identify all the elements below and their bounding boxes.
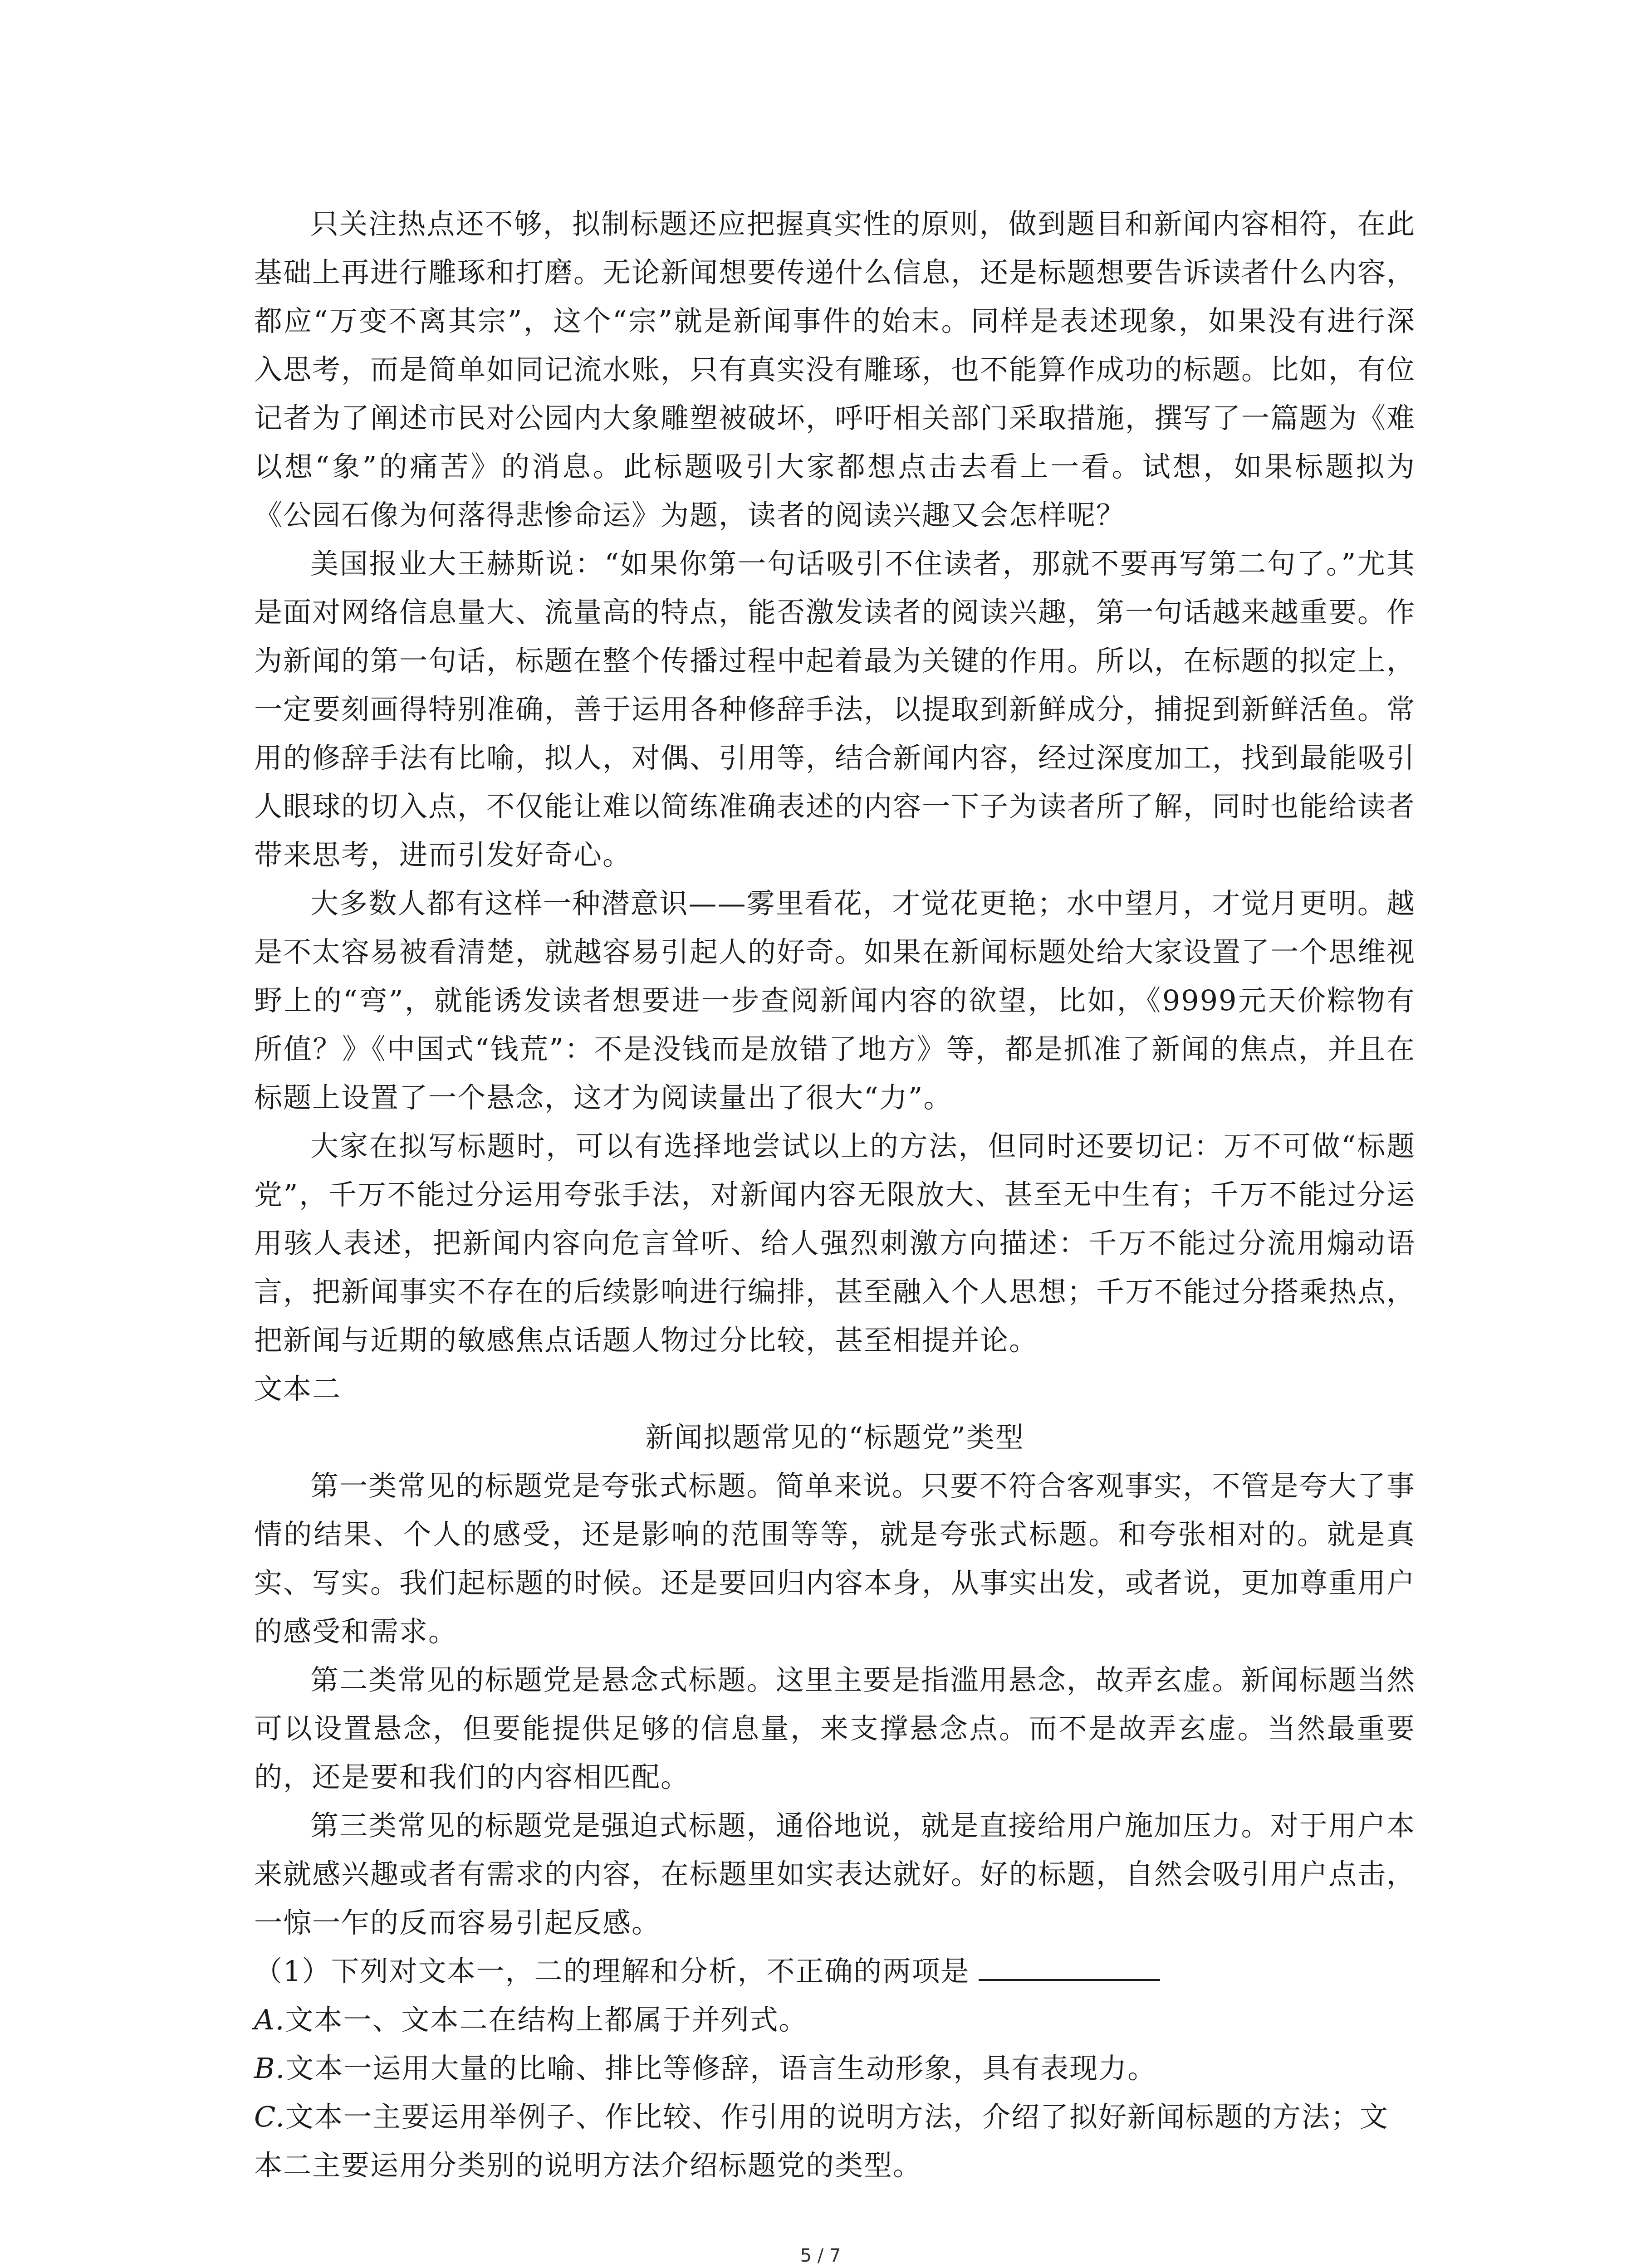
text-two-title: 新闻拟题常见的“标题党”类型 <box>645 1421 1024 1454</box>
option-c <box>254 2092 1416 2190</box>
text-two-paragraph-1: 第一类常见的标题党是夸张式标题。简单来说。只要不符合客观事实，不管是夸大了事情的结果、个人的感受，还是影响的范围等等，就是夸张式标题。和夸张相对的。就是真实、写实。我们起标题的时候。还是要回归内容本身，从事实出发，或者说，更加尊重用户的感受和需求。 <box>254 1469 1416 1648</box>
text-two-label: 文本二 <box>254 1372 342 1405</box>
text-one-paragraph-4: 大家在拟写标题时，可以有选择地尝试以上的方法，但同时还要切记：万不可做“标题党”，千万不能过分运用夸张手法，对新闻内容无限放大、甚至无中生有；千万不能过分运用骇人表述，把新闻内容向危言耸听、给人强烈刺激方向描述：千万不能过分流用煽动语言，把新闻事实不存在的后续影响进行编排，甚至融入个人思想；千万不能过分搭乘热点，把新闻与近期的敏感焦点话题人物过分比较，甚至相提并论。 <box>254 1129 1416 1357</box>
document-page <box>254 200 1416 2190</box>
text-two-paragraph-2: 第二类常见的标题党是悬念式标题。这里主要是指滥用悬念，故弄玄虚。新闻标题当然可以设置悬念，但要能提供足够的信息量，来支撑悬念点。而不是故弄玄虚。当然最重要的，还是要和我们的内容相匹配。 <box>254 1663 1416 1794</box>
question-stem-text: （1）下列对文本一，二的理解和分析，不正确的两项是 <box>254 1955 970 1988</box>
option-a-letter: A. <box>254 2003 285 2036</box>
option-c-text: 文本一主要运用举例子、作比较、作引用的说明方法，介绍了拟好新闻标题的方法；文本二主要运用分类别的说明方法介绍标题党的类型。 <box>254 2100 1389 2182</box>
question-stem <box>254 1947 1416 1995</box>
option-a-text: 文本一、文本二在结构上都属于并列式。 <box>285 2003 808 2036</box>
option-b-letter: B. <box>254 2052 286 2085</box>
text-one-paragraph-3: 大多数人都有这样一种潜意识——雾里看花，才觉花更艳；水中望月，才觉月更明。越是不太容易被看清楚，就越容易引起人的好奇。如果在新闻标题处给大家设置了一个思维视野上的“弯”，就能诱发读者想要进一步查阅新闻内容的欲望，比如，《9999元天价粽物有所值？》《中国式“钱荒”：不是没钱而是放错了地方》等，都是抓准了新闻的焦点，并且在标题上设置了一个悬念，这才为阅读量出了很大“力”。 <box>254 887 1416 1114</box>
option-b <box>254 2044 1416 2092</box>
text-one-paragraph-1: 只关注热点还不够，拟制标题还应把握真实性的原则，做到题目和新闻内容相符，在此基础上再进行雕琢和打磨。无论新闻想要传递什么信息，还是标题想要告诉读者什么内容，都应“万变不离其宗”，这个“宗”就是新闻事件的始末。同样是表述现象，如果没有进行深入思考，而是简单如同记流水账，只有真实没有雕琢，也不能算作成功的标题。比如，有位记者为了阐述市民对公园内大象雕塑被破坏，呼吁相关部门采取措施，撰写了一篇题为《难以想“象”的痛苦》的消息。此标题吸引大家都想点击去看上一看。试想，如果标题拟为《公园石像为何落得悲惨命运》为题，读者的阅读兴趣又会怎样呢？ <box>254 207 1416 532</box>
option-a <box>254 1995 1416 2044</box>
answer-blank[interactable] <box>979 1953 1160 1981</box>
text-two-paragraph-3: 第三类常见的标题党是强迫式标题，通俗地说，就是直接给用户施加压力。对于用户本来就感兴趣或者有需求的内容，在标题里如实表达就好。好的标题，自然会吸引用户点击，一惊一乍的反而容易引起反感。 <box>254 1809 1416 1939</box>
option-b-text: 文本一运用大量的比喻、排比等修辞，语言生动形象，具有表现力。 <box>285 2052 1157 2085</box>
text-one-paragraph-2: 美国报业大王赫斯说：“如果你第一句话吸引不住读者，那就不要再写第二句了。”尤其是面对网络信息量大、流量高的特点，能否激发读者的阅读兴趣，第一句话越来越重要。作为新闻的第一句话，标题在整个传播过程中起着最为关键的作用。所以，在标题的拟定上，一定要刻画得特别准确，善于运用各种修辞手法，以提取到新鲜成分，捕捉到新鲜活鱼。常用的修辞手法有比喻，拟人，对偶、引用等，结合新闻内容，经过深度加工，找到最能吸引人眼球的切入点，不仅能让难以简练准确表述的内容一下子为读者所了解，同时也能给读者带来思考，进而引发好奇心。 <box>254 547 1416 871</box>
page-number: 5 / 7 <box>800 2245 841 2266</box>
option-c-letter: C. <box>254 2100 285 2133</box>
